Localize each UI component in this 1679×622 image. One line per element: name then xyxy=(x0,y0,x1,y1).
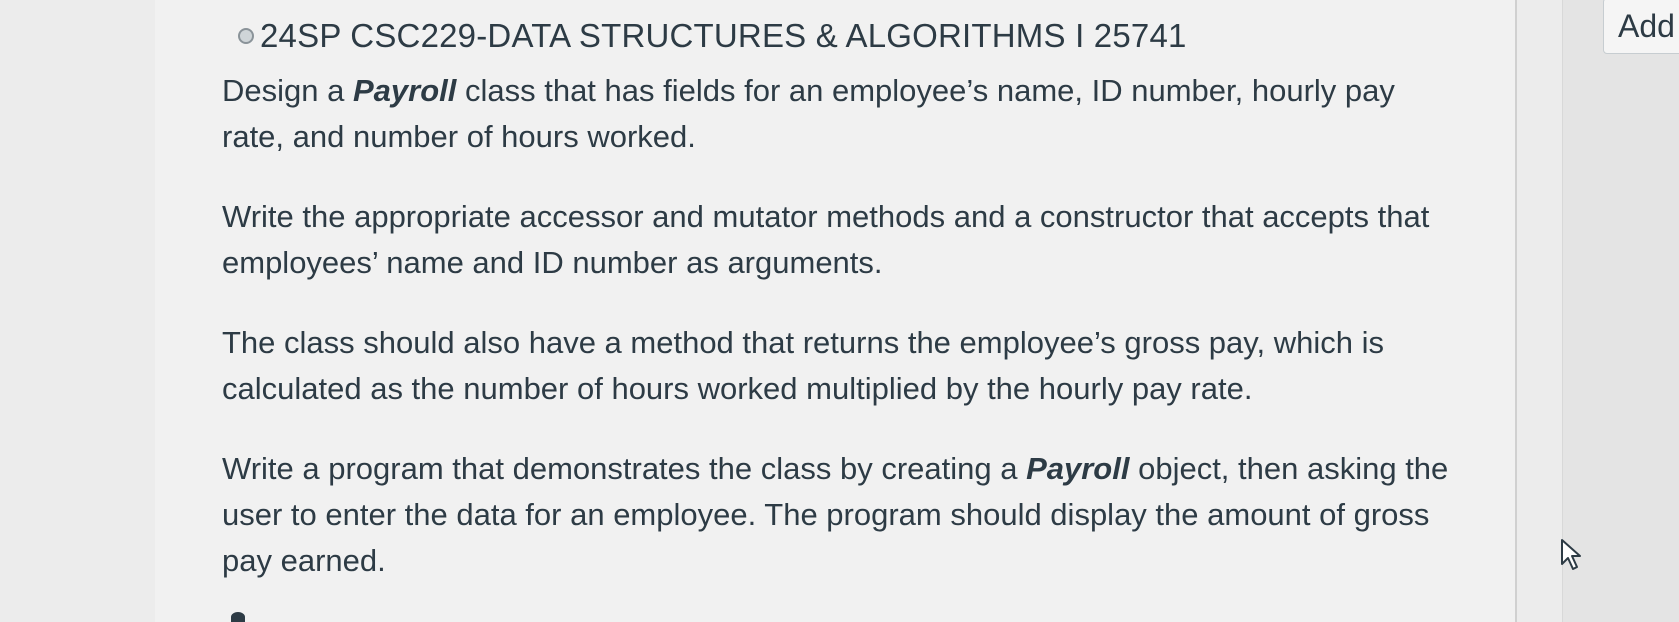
question-body xyxy=(222,68,1462,618)
question-paragraph-2: Write the appropriate accessor and mutator methods and a constructor that accepts that employees’ name and ID number as arguments. xyxy=(222,199,1430,280)
question-paragraph-3: The class should also have a method that returns the employee’s gross pay, which is calculated as the number of hours worked multiplied by the hourly pay rate. xyxy=(222,325,1384,406)
question-paragraph-1 xyxy=(222,68,1462,160)
left-margin xyxy=(0,0,156,622)
p4-text-after: object, then asking the user to enter the data for an employee. The program should display the amount of gross pay earned. xyxy=(222,451,1449,578)
right-margin xyxy=(1563,0,1679,622)
question-paragraph-4 xyxy=(222,446,1462,584)
p4-class-name: Payroll xyxy=(1026,451,1130,486)
course-title: 24SP CSC229-DATA STRUCTURES & ALGORITHMS I 25741 xyxy=(260,17,1187,54)
p4-text-before: Write a program that demonstrates the class by creating a xyxy=(222,451,1027,486)
p1-class-name: Payroll xyxy=(352,73,457,108)
partial-glyph xyxy=(231,612,245,622)
p1-text-after: class that has fields for an employee’s name, ID number, hourly pay rate, and number of hours worked. xyxy=(222,73,1395,154)
p1-text-before: Design a xyxy=(222,73,353,108)
mouse-pointer-icon xyxy=(1560,538,1586,572)
circle-status-icon xyxy=(238,28,254,44)
course-header xyxy=(238,14,1187,58)
right-sidebar-strip xyxy=(1517,0,1563,622)
add-button[interactable]: Add xyxy=(1603,0,1679,54)
